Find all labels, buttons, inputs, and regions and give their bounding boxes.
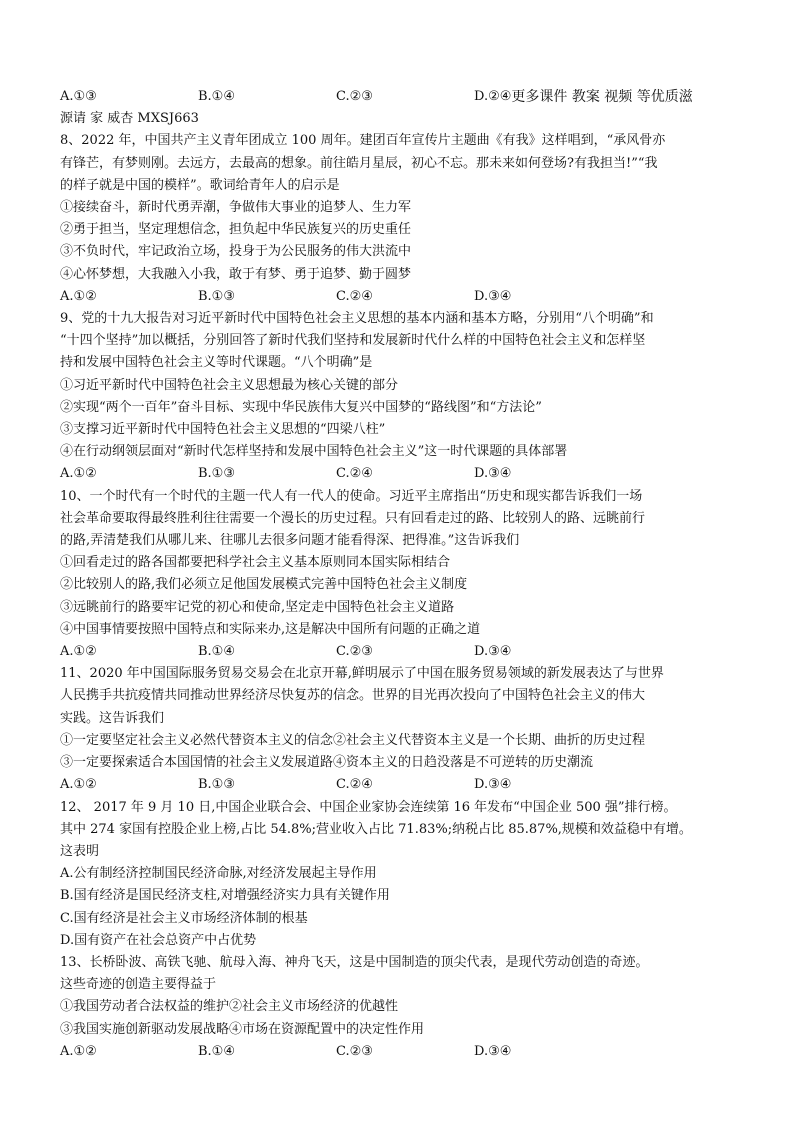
text-line: 这表明 bbox=[60, 843, 100, 859]
answer-option: B.①④ bbox=[198, 644, 235, 660]
answer-option: B.①③ bbox=[198, 466, 235, 482]
answer-option: D.③④ bbox=[474, 644, 512, 660]
answer-option: A.①② bbox=[60, 644, 97, 660]
text-line: “十四个坚持”加以概括，分别回答了新时代我们坚持和发展新时代什么样的中国特色社会主义和怎样坚 bbox=[60, 333, 646, 349]
text-line: ②实现“两个一百年”奋斗目标、实现中华民族伟大复兴中国梦的“路线图”和“方法论” bbox=[60, 399, 542, 415]
text-line: 源请 家 威杏 MXSJ663 bbox=[60, 111, 199, 127]
text-line: 9、党的十九大报告对习近平新时代中国特色社会主义思想的基本内涵和基本方略，分别用“八个明确”和 bbox=[60, 311, 654, 327]
text-line: ②比较别人的路,我们必须立足他国发展模式完善中国特色社会主义制度 bbox=[60, 577, 468, 593]
text-line: 持和发展中国特色社会主义等时代课题。“八个明确”是 bbox=[60, 355, 373, 371]
text-line: C.国有经济是社会主义市场经济体制的根基 bbox=[60, 910, 308, 926]
text-line: 其中 274 家国有控股企业上榜,占比 54.8%;营业收入占比 71.83%;纳税占比 85.87%,规模和效益稳中有增。 bbox=[60, 821, 692, 837]
answer-option: A.①② bbox=[60, 1043, 97, 1059]
text-line: ①一定要坚定社会主义必然代替资本主义的信念②社会主义代替资本主义是一个长期、曲折的历史过程 bbox=[60, 732, 646, 748]
text-line: ③一定要探索适合本国国情的社会主义发展道路④资本主义的日趋没落是不可逆转的历史潮流 bbox=[60, 755, 594, 771]
answer-options bbox=[60, 641, 740, 663]
text-line: D.国有资产在社会总资产中占优势 bbox=[60, 932, 257, 948]
answer-option: D.②④ bbox=[474, 89, 512, 104]
text-line: 有锋芒，有梦则刚。去远方，去最高的想象。前往皓月星辰，初心不忘。那未来如何登场?有我担当!”“我 bbox=[60, 155, 658, 171]
text-line: ③支撑习近平新时代中国特色社会主义思想的“四梁八柱” bbox=[60, 422, 386, 438]
text-line: ③不负时代，牢记政治立场，投身于为公民服务的伟大洪流中 bbox=[60, 244, 412, 260]
answer-option: A.①② bbox=[60, 288, 97, 304]
text-line: 社会革命要取得最终胜利往往需要一个漫长的历史过程。只有回看走过的路、比较别人的路、远眺前行 bbox=[60, 510, 646, 526]
answer-option: C.②④ bbox=[336, 777, 373, 793]
text-line: ①我国劳动者合法权益的维护②社会主义市场经济的优越性 bbox=[60, 999, 399, 1015]
answer-option: A.①③ bbox=[60, 89, 97, 104]
answer-option: D.③④ bbox=[474, 466, 512, 482]
answer-option: C.②④ bbox=[336, 466, 373, 482]
answer-option: D.③④ bbox=[474, 288, 512, 304]
answer-option: C.②③ bbox=[336, 89, 373, 104]
answer-option: B.①④ bbox=[198, 1043, 235, 1059]
answer-option: B.①④ bbox=[198, 89, 235, 104]
answer-option: D.③④ bbox=[474, 777, 512, 793]
answer-option: C.②④ bbox=[336, 288, 373, 304]
text-line: ①接续奋斗，新时代勇弄潮，争做伟大事业的追梦人、生力军 bbox=[60, 200, 412, 216]
text-line: 12、 2017 年 9 月 10 日,中国企业联合会、中国企业家协会连续第 16 年发布“中国企业 500 强”排行榜。 bbox=[60, 799, 677, 815]
answer-option: D.③④ bbox=[474, 1043, 512, 1059]
exam-page bbox=[60, 86, 740, 1063]
answer-option: C.②③ bbox=[336, 644, 373, 660]
text-line: ④中国事情要按照中国特点和实际来办,这是解决中国所有问题的正确之道 bbox=[60, 621, 481, 637]
text-line: 13、长桥卧波、高铁飞驰、航母入海、神舟飞天，这是中国制造的顶尖代表，是现代劳动创造的奇迹。 bbox=[60, 954, 649, 970]
answer-option: A.①② bbox=[60, 777, 97, 793]
text-line: ④心怀梦想，大我融入小我，敢于有梦、勇于追梦、勤于圆梦 bbox=[60, 266, 412, 282]
text-line: A.公有制经济控制国民经济命脉,对经济发展起主导作用 bbox=[60, 866, 377, 882]
text-line: ④在行动纲领层面对“新时代怎样坚持和发展中国特色社会主义”这一时代课题的具体部署 bbox=[60, 444, 568, 460]
text-line: B.国有经济是国民经济支柱,对增强经济实力具有关键作用 bbox=[60, 888, 390, 904]
text-line: 11、2020 年中国国际服务贸易交易会在北京开幕,鲜明展示了中国在服务贸易领域的新发展表达了与世界 bbox=[60, 666, 664, 682]
text-line: 10、一个时代有一个时代的主题一代人有一代人的使命。习近平主席指出“历史和现实都告诉我们一场 bbox=[60, 488, 643, 504]
text-line: 这些奇迹的创造主要得益于 bbox=[60, 977, 217, 993]
text-line: ③远眺前行的路要牢记党的初心和使命,坚定走中国特色社会主义道路 bbox=[60, 599, 455, 615]
text-line: ①习近平新时代中国特色社会主义思想最为核心关键的部分 bbox=[60, 377, 399, 393]
text-line: 8、2022 年，中国共产主义青年团成立 100 周年。建团百年宣传片主题曲《有我》这样唱到，“承风骨亦 bbox=[60, 133, 666, 149]
text-line: 的样子就是中国的模样”。歌词给青年人的启示是 bbox=[60, 177, 340, 193]
text-line: ②勇于担当，坚定理想信念，担负起中华民族复兴的历史重任 bbox=[60, 222, 412, 238]
answer-option: B.①③ bbox=[198, 288, 235, 304]
answer-options bbox=[60, 1041, 740, 1063]
answer-options bbox=[60, 286, 740, 308]
answer-options bbox=[60, 463, 740, 485]
answer-options bbox=[60, 774, 740, 796]
text-line: 的路,弄清楚我们从哪儿来、往哪儿去很多问题才能看得深、把得准。”这告诉我们 bbox=[60, 533, 520, 549]
ad-text: 更多课件 教案 视频 等优质滋 bbox=[511, 89, 693, 105]
answer-option: B.①③ bbox=[198, 777, 235, 793]
text-line: ③我国实施创新驱动发展战略④市场在资源配置中的决定性作用 bbox=[60, 1021, 425, 1037]
text-line: 人民携手共抗疫情共同推动世界经济尽快复苏的信念。世界的目光再次投向了中国特色社会主义的伟大 bbox=[60, 688, 646, 704]
answer-option: C.②③ bbox=[336, 1043, 373, 1059]
text-line: 实践。这告诉我们 bbox=[60, 710, 165, 726]
text-line: ①回看走过的路各国都要把科学社会主义基本原则同本国实际相结合 bbox=[60, 555, 451, 571]
answer-options bbox=[60, 86, 740, 108]
answer-option: A.①② bbox=[60, 466, 97, 482]
